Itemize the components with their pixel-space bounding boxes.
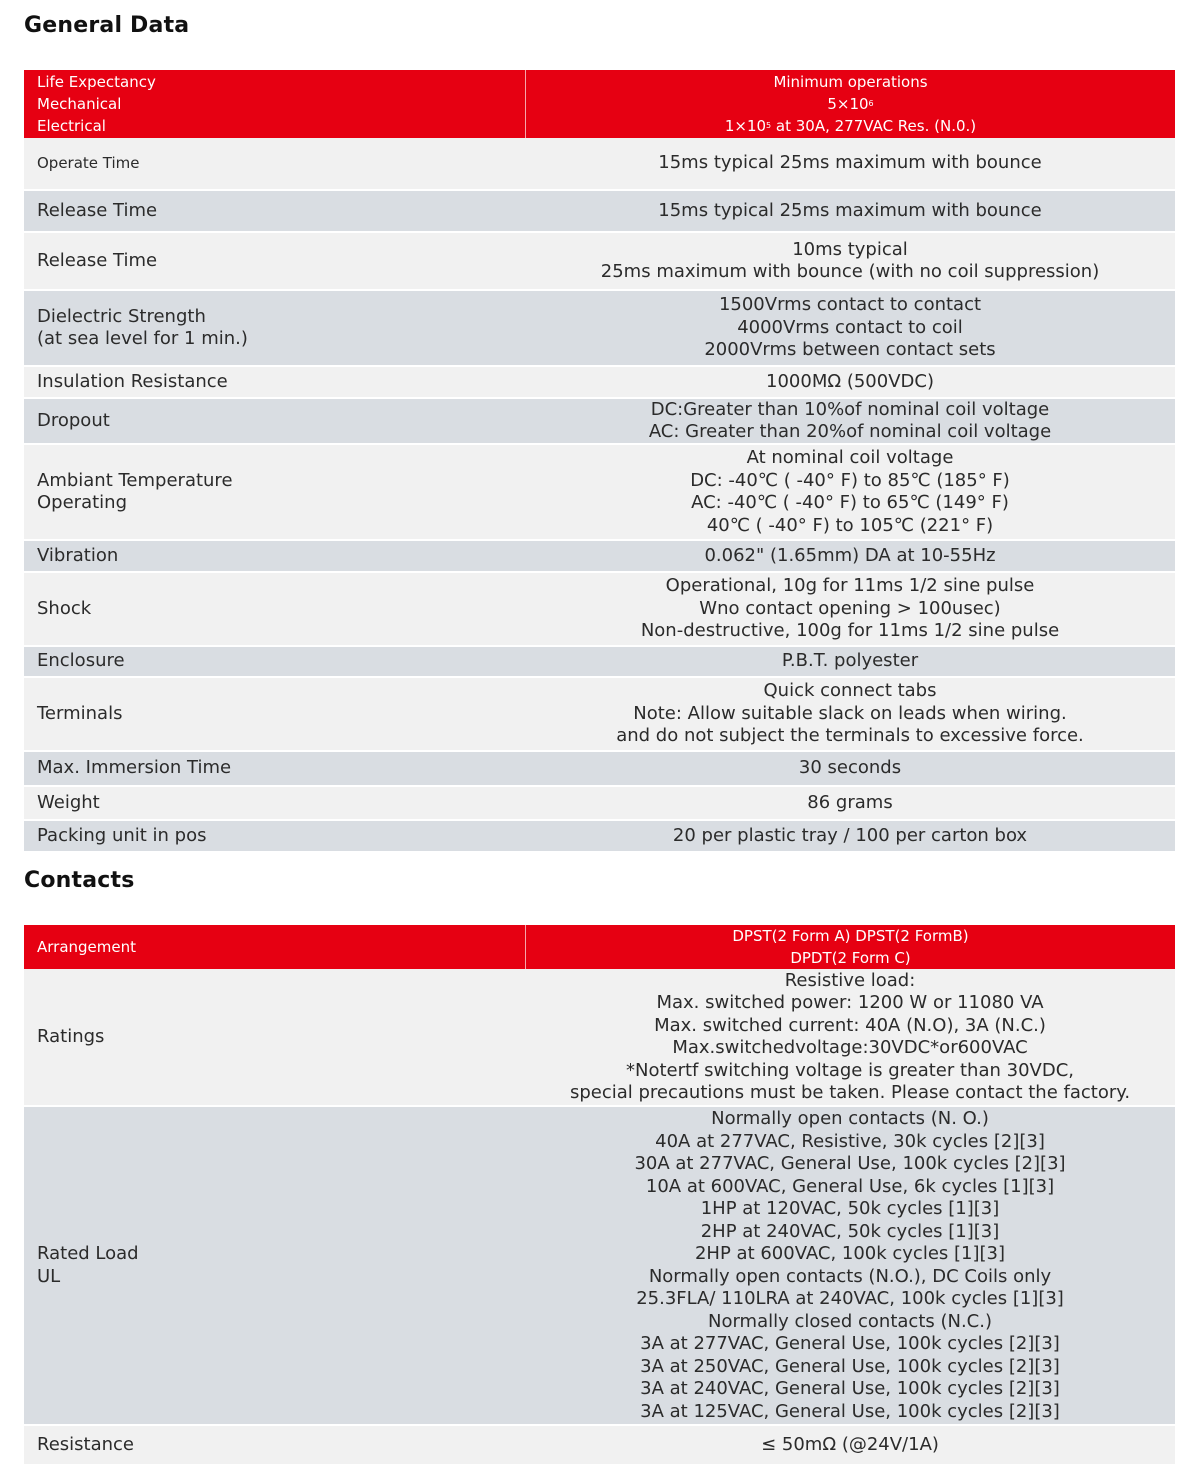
shock-9-label-line: Shock: [37, 597, 92, 619]
insulation-resistance-5-row: [24, 367, 1175, 399]
release-time-2-value: [525, 191, 1175, 231]
rated-load-2-value-line: 10A at 600VAC, General Use, 6k cycles [1][3]: [645, 1175, 1055, 1197]
shock-9-value-line: Non-destructive, 100g for 11ms 1/2 sine pulse: [640, 620, 1060, 642]
vibration-8-value-line: 0.062" (1.65mm) DA at 10-55Hz: [704, 544, 996, 566]
release-time-3-row: [24, 233, 1175, 291]
arrangement-label: Arrangement: [37, 938, 137, 956]
rated-load-2-label-line: Rated Load: [37, 1243, 139, 1264]
terminals-11-value-line: Quick connect tabs: [763, 680, 937, 702]
general-data-table: [24, 70, 1175, 853]
max-immersion-time-12-value-line: 30 seconds: [798, 757, 902, 779]
mechanical-base: 5×10: [827, 95, 869, 113]
rated-load-2-value: [525, 1107, 1175, 1424]
packing-unit-in-pos-14-label: [24, 821, 525, 851]
shock-9-value: [525, 573, 1175, 645]
rated-load-2-value-line: 3A at 277VAC, General Use, 100k cycles [2][3]: [640, 1333, 1060, 1354]
max-immersion-time-12-label: [24, 752, 525, 785]
ratings-1-value-line: special precautions must be taken. Please contact the factory.: [569, 1082, 1131, 1103]
ratings-1-value-line: Resistive load:: [784, 969, 916, 991]
enclosure-10-label: [24, 647, 525, 676]
dielectric-strength-4-value-line: 1500Vrms contact to contact: [718, 294, 982, 316]
ambiant-temperature-7-value-line: At nominal coil voltage: [746, 447, 954, 468]
rated-load-2-value-line: 25.3FLA/ 110LRA at 240VAC, 100k cycles [1][3]: [636, 1288, 1064, 1309]
insulation-resistance-5-label: [24, 367, 525, 397]
dropout-6-value-line: AC: Greater than 20%of nominal coil voltage: [648, 421, 1052, 442]
rated-load-2-value-line: 3A at 240VAC, General Use, 100k cycles [2][3]: [640, 1378, 1060, 1399]
electrical-exponent: 5: [766, 121, 772, 130]
release-time-3-label: [24, 233, 525, 289]
terminals-11-label: [24, 678, 525, 750]
dropout-6-value-line: DC:Greater than 10%of nominal coil voltage: [650, 398, 1050, 420]
ratings-1-value-line: Max. switched current: 40A (N.O), 3A (N.C.): [654, 1014, 1046, 1036]
ambiant-temperature-7-value: [525, 445, 1175, 539]
contacts-rows: [24, 969, 1175, 1466]
release-time-3-value-line: 25ms maximum with bounce (with no coil suppression): [600, 261, 1100, 282]
ambiant-temperature-7-label-line: Operating: [37, 492, 127, 513]
dropout-6-label: [24, 399, 525, 443]
mechanical-label: Mechanical: [37, 95, 122, 113]
rated-load-2-value-line: Normally open contacts (N.O.), DC Coils only: [648, 1265, 1052, 1287]
dropout-6-value: [525, 399, 1175, 443]
rated-load-2-value-line: 3A at 250VAC, General Use, 100k cycles [2][3]: [640, 1355, 1060, 1377]
terminals-11-label-line: Terminals: [37, 702, 123, 724]
ratings-1-value: [525, 969, 1175, 1105]
release-time-3-value: [525, 233, 1175, 289]
operate-time-1-row: [24, 138, 1175, 191]
rated-load-2-value-line: 2HP at 240VAC, 50k cycles [1][3]: [700, 1220, 1000, 1242]
rated-load-2-value-line: Normally open contacts (N. O.): [711, 1108, 989, 1129]
insulation-resistance-5-label-line: Insulation Resistance: [37, 370, 228, 392]
rated-load-2-label-line: UL: [37, 1265, 61, 1287]
general-data-rows: [24, 138, 1175, 853]
enclosure-10-label-line: Enclosure: [37, 650, 125, 672]
ratings-1-value-line: Max. switched power: 1200 W or 11080 VA: [656, 992, 1044, 1013]
vibration-8-label-line: Vibration: [37, 544, 119, 566]
max-immersion-time-12-row: [24, 752, 1175, 787]
minimum-operations-text: Minimum operations: [773, 73, 928, 91]
resistance-3-value-line: ≤ 50mΩ (@24V/1A): [761, 1433, 939, 1455]
operate-time-1-label: [24, 138, 525, 189]
enclosure-10-value-line: P.B.T. polyester: [781, 650, 919, 672]
dielectric-strength-4-row: [24, 291, 1175, 367]
resistance-3-value: [525, 1426, 1175, 1464]
shock-9-label: [24, 573, 525, 645]
operate-time-1-label-line: Operate Time: [37, 154, 140, 173]
ambiant-temperature-7-row: [24, 445, 1175, 541]
rated-load-2-value-line: 2HP at 600VAC, 100k cycles [1][3]: [694, 1243, 1006, 1264]
arrangement-value-line: DPST(2 Form A) DPST(2 FormB): [732, 927, 969, 945]
contacts-table: [24, 925, 1175, 1466]
rated-load-2-value-line: 3A at 125VAC, General Use, 100k cycles [2][3]: [640, 1400, 1060, 1422]
release-time-3-label-line: Release Time: [37, 249, 158, 271]
operate-time-1-value-line: 15ms typical 25ms maximum with bounce: [658, 152, 1042, 174]
weight-13-label-line: Weight: [37, 791, 100, 813]
rated-load-2-value-line: 30A at 277VAC, General Use, 100k cycles [2][3]: [634, 1153, 1066, 1174]
ambiant-temperature-7-value-line: DC: -40℃ ( -40° F) to 85℃ (185° F): [690, 469, 1010, 491]
dielectric-strength-4-value-line: 2000Vrms between contact sets: [704, 339, 996, 361]
insulation-resistance-5-value: [525, 367, 1175, 397]
max-immersion-time-12-value: [525, 752, 1175, 785]
packing-unit-in-pos-14-row: [24, 821, 1175, 853]
general-data-title: General Data: [24, 13, 190, 38]
vibration-8-row: [24, 541, 1175, 573]
life-expectancy-label-line: Life Expectancy: [37, 73, 156, 91]
terminals-11-row: [24, 678, 1175, 752]
arrangement-value-line: DPDT(2 Form C): [790, 949, 911, 967]
life-expectancy-label: [24, 70, 525, 138]
electrical-value: [725, 115, 976, 137]
operate-time-1-value: [525, 138, 1175, 189]
shock-9-value-line: Operational, 10g for 11ms 1/2 sine pulse: [665, 575, 1035, 597]
vibration-8-value: [525, 541, 1175, 571]
ratings-1-label: [24, 969, 525, 1105]
max-immersion-time-12-label-line: Max. Immersion Time: [37, 757, 232, 779]
dielectric-strength-4-label: [24, 291, 525, 365]
arrangement-header-row: [24, 925, 1175, 969]
terminals-11-value-line: and do not subject the terminals to excessive force.: [616, 725, 1084, 747]
dielectric-strength-4-label-line: Dielectric Strength: [37, 305, 206, 327]
enclosure-10-value: [525, 647, 1175, 676]
release-time-2-label: [24, 191, 525, 231]
dielectric-strength-4-value-line: 4000Vrms contact to coil: [737, 316, 963, 338]
resistance-3-row: [24, 1426, 1175, 1466]
rated-load-2-row: [24, 1107, 1175, 1426]
mechanical-exponent: 6: [868, 99, 874, 108]
weight-13-label: [24, 787, 525, 819]
life-expectancy-value: [525, 70, 1175, 138]
packing-unit-in-pos-14-label-line: Packing unit in pos: [37, 824, 207, 846]
enclosure-10-row: [24, 647, 1175, 678]
ratings-1-label-line: Ratings: [37, 1025, 105, 1047]
ambiant-temperature-7-label: [24, 445, 525, 539]
mechanical-value: [827, 93, 873, 115]
ambiant-temperature-7-value-line: AC: -40℃ ( -40° F) to 65℃ (149° F): [691, 492, 1009, 513]
weight-13-value: [525, 787, 1175, 819]
ratings-1-value-line: *Notertf switching voltage is greater than 30VDC,: [625, 1059, 1074, 1081]
resistance-3-label: [24, 1426, 525, 1464]
dielectric-strength-4-value: [525, 291, 1175, 365]
shock-9-row: [24, 573, 1175, 647]
ambiant-temperature-7-value-line: 40℃ ( -40° F) to 105℃ (221° F): [706, 514, 994, 536]
ratings-1-row: [24, 969, 1175, 1107]
release-time-2-label-line: Release Time: [37, 199, 158, 221]
life-expectancy-header-row: [24, 70, 1175, 138]
release-time-2-row: [24, 191, 1175, 233]
dielectric-strength-4-label-line: (at sea level for 1 min.): [37, 328, 248, 349]
weight-13-value-line: 86 grams: [807, 791, 893, 813]
electrical-base: 1×10: [724, 117, 767, 135]
resistance-3-label-line: Resistance: [37, 1433, 134, 1455]
electrical-rest: at 30A, 277VAC Res. (N.0.): [771, 117, 977, 135]
rated-load-2-label: [24, 1107, 525, 1424]
weight-13-row: [24, 787, 1175, 821]
insulation-resistance-5-value-line: 1000MΩ (500VDC): [766, 370, 934, 392]
terminals-11-value: [525, 678, 1175, 750]
release-time-2-value-line: 15ms typical 25ms maximum with bounce: [658, 199, 1042, 221]
release-time-3-value-line: 10ms typical: [792, 238, 908, 260]
ratings-1-value-line: Max.switchedvoltage:30VDC*or600VAC: [672, 1037, 1028, 1058]
packing-unit-in-pos-14-value: [525, 821, 1175, 851]
vibration-8-label: [24, 541, 525, 571]
rated-load-2-value-line: Normally closed contacts (N.C.): [708, 1310, 992, 1332]
contacts-title: Contacts: [24, 868, 135, 893]
packing-unit-in-pos-14-value-line: 20 per plastic tray / 100 per carton box: [672, 824, 1028, 846]
rated-load-2-value-line: 40A at 277VAC, Resistive, 30k cycles [2][3]: [655, 1130, 1045, 1152]
electrical-label: Electrical: [37, 117, 106, 135]
dropout-6-row: [24, 399, 1175, 445]
shock-9-value-line: Wno contact opening > 100usec): [699, 597, 1001, 619]
terminals-11-value-line: Note: Allow suitable slack on leads when wiring.: [633, 702, 1067, 724]
rated-load-2-value-line: 1HP at 120VAC, 50k cycles [1][3]: [700, 1198, 1000, 1219]
dropout-6-label-line: Dropout: [37, 409, 110, 431]
ambiant-temperature-7-label-line: Ambiant Temperature: [37, 469, 233, 491]
arrangement-value: [525, 925, 1175, 969]
